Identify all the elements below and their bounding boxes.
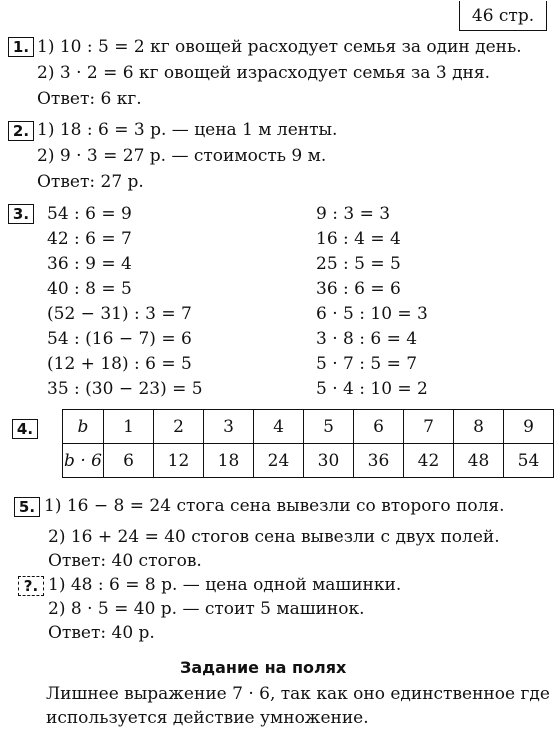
table-cell: 48 xyxy=(454,444,504,478)
task-3-left-expr: 54 : 6 = 9 xyxy=(47,204,132,224)
task-2-answer: Ответ: 27 р. xyxy=(37,172,144,192)
task-3-right-expr: 9 : 3 = 3 xyxy=(316,204,391,224)
task-question-number: ?. xyxy=(18,576,44,596)
task-1-line-1: 1) 10 : 5 = 2 кг овощей расходует семья за один день. xyxy=(37,37,522,57)
table-cell: 6 xyxy=(354,410,404,444)
task-3-left-expr: (52 − 31) : 3 = 7 xyxy=(47,304,192,324)
table-cell: 12 xyxy=(154,444,204,478)
table-cell: 30 xyxy=(304,444,354,478)
margin-task-line-2: используется действие умножение. xyxy=(46,708,369,728)
task-question-line-1: 1) 48 : 6 = 8 р. — цена одной машинки. xyxy=(48,575,402,595)
table-cell: 24 xyxy=(254,444,304,478)
task-2-line-1: 1) 18 : 6 = 3 р. — цена 1 м ленты. xyxy=(37,120,338,140)
table-row-b6 xyxy=(63,444,554,478)
values-table xyxy=(62,409,554,478)
task-3-right-expr: 16 : 4 = 4 xyxy=(316,229,401,249)
task-3-left-expr: 54 : (16 − 7) = 6 xyxy=(47,329,192,349)
task-5-number: 5. xyxy=(14,497,40,517)
table-cell: 1 xyxy=(104,410,154,444)
page-number: 46 стр. xyxy=(459,1,547,31)
task-3-left-expr: 36 : 9 = 4 xyxy=(47,254,132,274)
task-question-answer: Ответ: 40 р. xyxy=(48,623,155,643)
table-header-b6: b · 6 xyxy=(63,444,104,478)
task-3-right-expr: 6 · 5 : 10 = 3 xyxy=(316,304,428,324)
task-3-right-expr: 3 · 8 : 6 = 4 xyxy=(316,329,418,349)
task-3-left-expr: 35 : (30 − 23) = 5 xyxy=(47,379,203,399)
task-3-right-expr: 5 · 7 : 5 = 7 xyxy=(316,354,418,374)
task-2-line-2: 2) 9 · 3 = 27 р. — стоимость 9 м. xyxy=(37,146,327,166)
table-cell: 7 xyxy=(404,410,454,444)
task-5-line-2: 2) 16 + 24 = 40 стогов сена вывезли с двух полей. xyxy=(48,527,500,547)
table-cell: 54 xyxy=(504,444,554,478)
task-3-number: 3. xyxy=(8,204,34,224)
table-cell: 8 xyxy=(454,410,504,444)
table-cell: 18 xyxy=(204,444,254,478)
table-cell: 9 xyxy=(504,410,554,444)
task-3-right-expr: 25 : 5 = 5 xyxy=(316,254,401,274)
task-3-right-expr: 5 · 4 : 10 = 2 xyxy=(316,379,428,399)
task-3-left-expr: (12 + 18) : 6 = 5 xyxy=(47,354,192,374)
table-cell: 4 xyxy=(254,410,304,444)
table-cell: 2 xyxy=(154,410,204,444)
task-3-left-expr: 40 : 8 = 5 xyxy=(47,279,132,299)
task-1-number: 1. xyxy=(8,37,34,57)
table-cell: 6 xyxy=(104,444,154,478)
table-cell: 5 xyxy=(304,410,354,444)
task-question-line-2: 2) 8 · 5 = 40 р. — стоит 5 машинок. xyxy=(48,599,365,619)
task-2-number: 2. xyxy=(8,121,34,141)
task-1-answer: Ответ: 6 кг. xyxy=(37,89,142,109)
task-5-line-1: 1) 16 − 8 = 24 стога сена вывезли со второго поля. xyxy=(44,496,505,516)
table-cell: 42 xyxy=(404,444,454,478)
margin-task-title: Задание на полях xyxy=(180,658,347,677)
task-3-right-expr: 36 : 6 = 6 xyxy=(316,279,401,299)
margin-task-line-1: Лишнее выражение 7 · 6, так как оно единственное где xyxy=(46,684,550,704)
table-cell: 36 xyxy=(354,444,404,478)
task-5-answer: Ответ: 40 стогов. xyxy=(48,551,202,571)
task-1-line-2: 2) 3 · 2 = 6 кг овощей израсходует семья за 3 дня. xyxy=(37,63,490,83)
table-row-b xyxy=(63,410,554,444)
task-3-left-expr: 42 : 6 = 7 xyxy=(47,229,132,249)
table-header-b: b xyxy=(63,410,104,444)
table-cell: 3 xyxy=(204,410,254,444)
task-4-number: 4. xyxy=(12,419,38,439)
